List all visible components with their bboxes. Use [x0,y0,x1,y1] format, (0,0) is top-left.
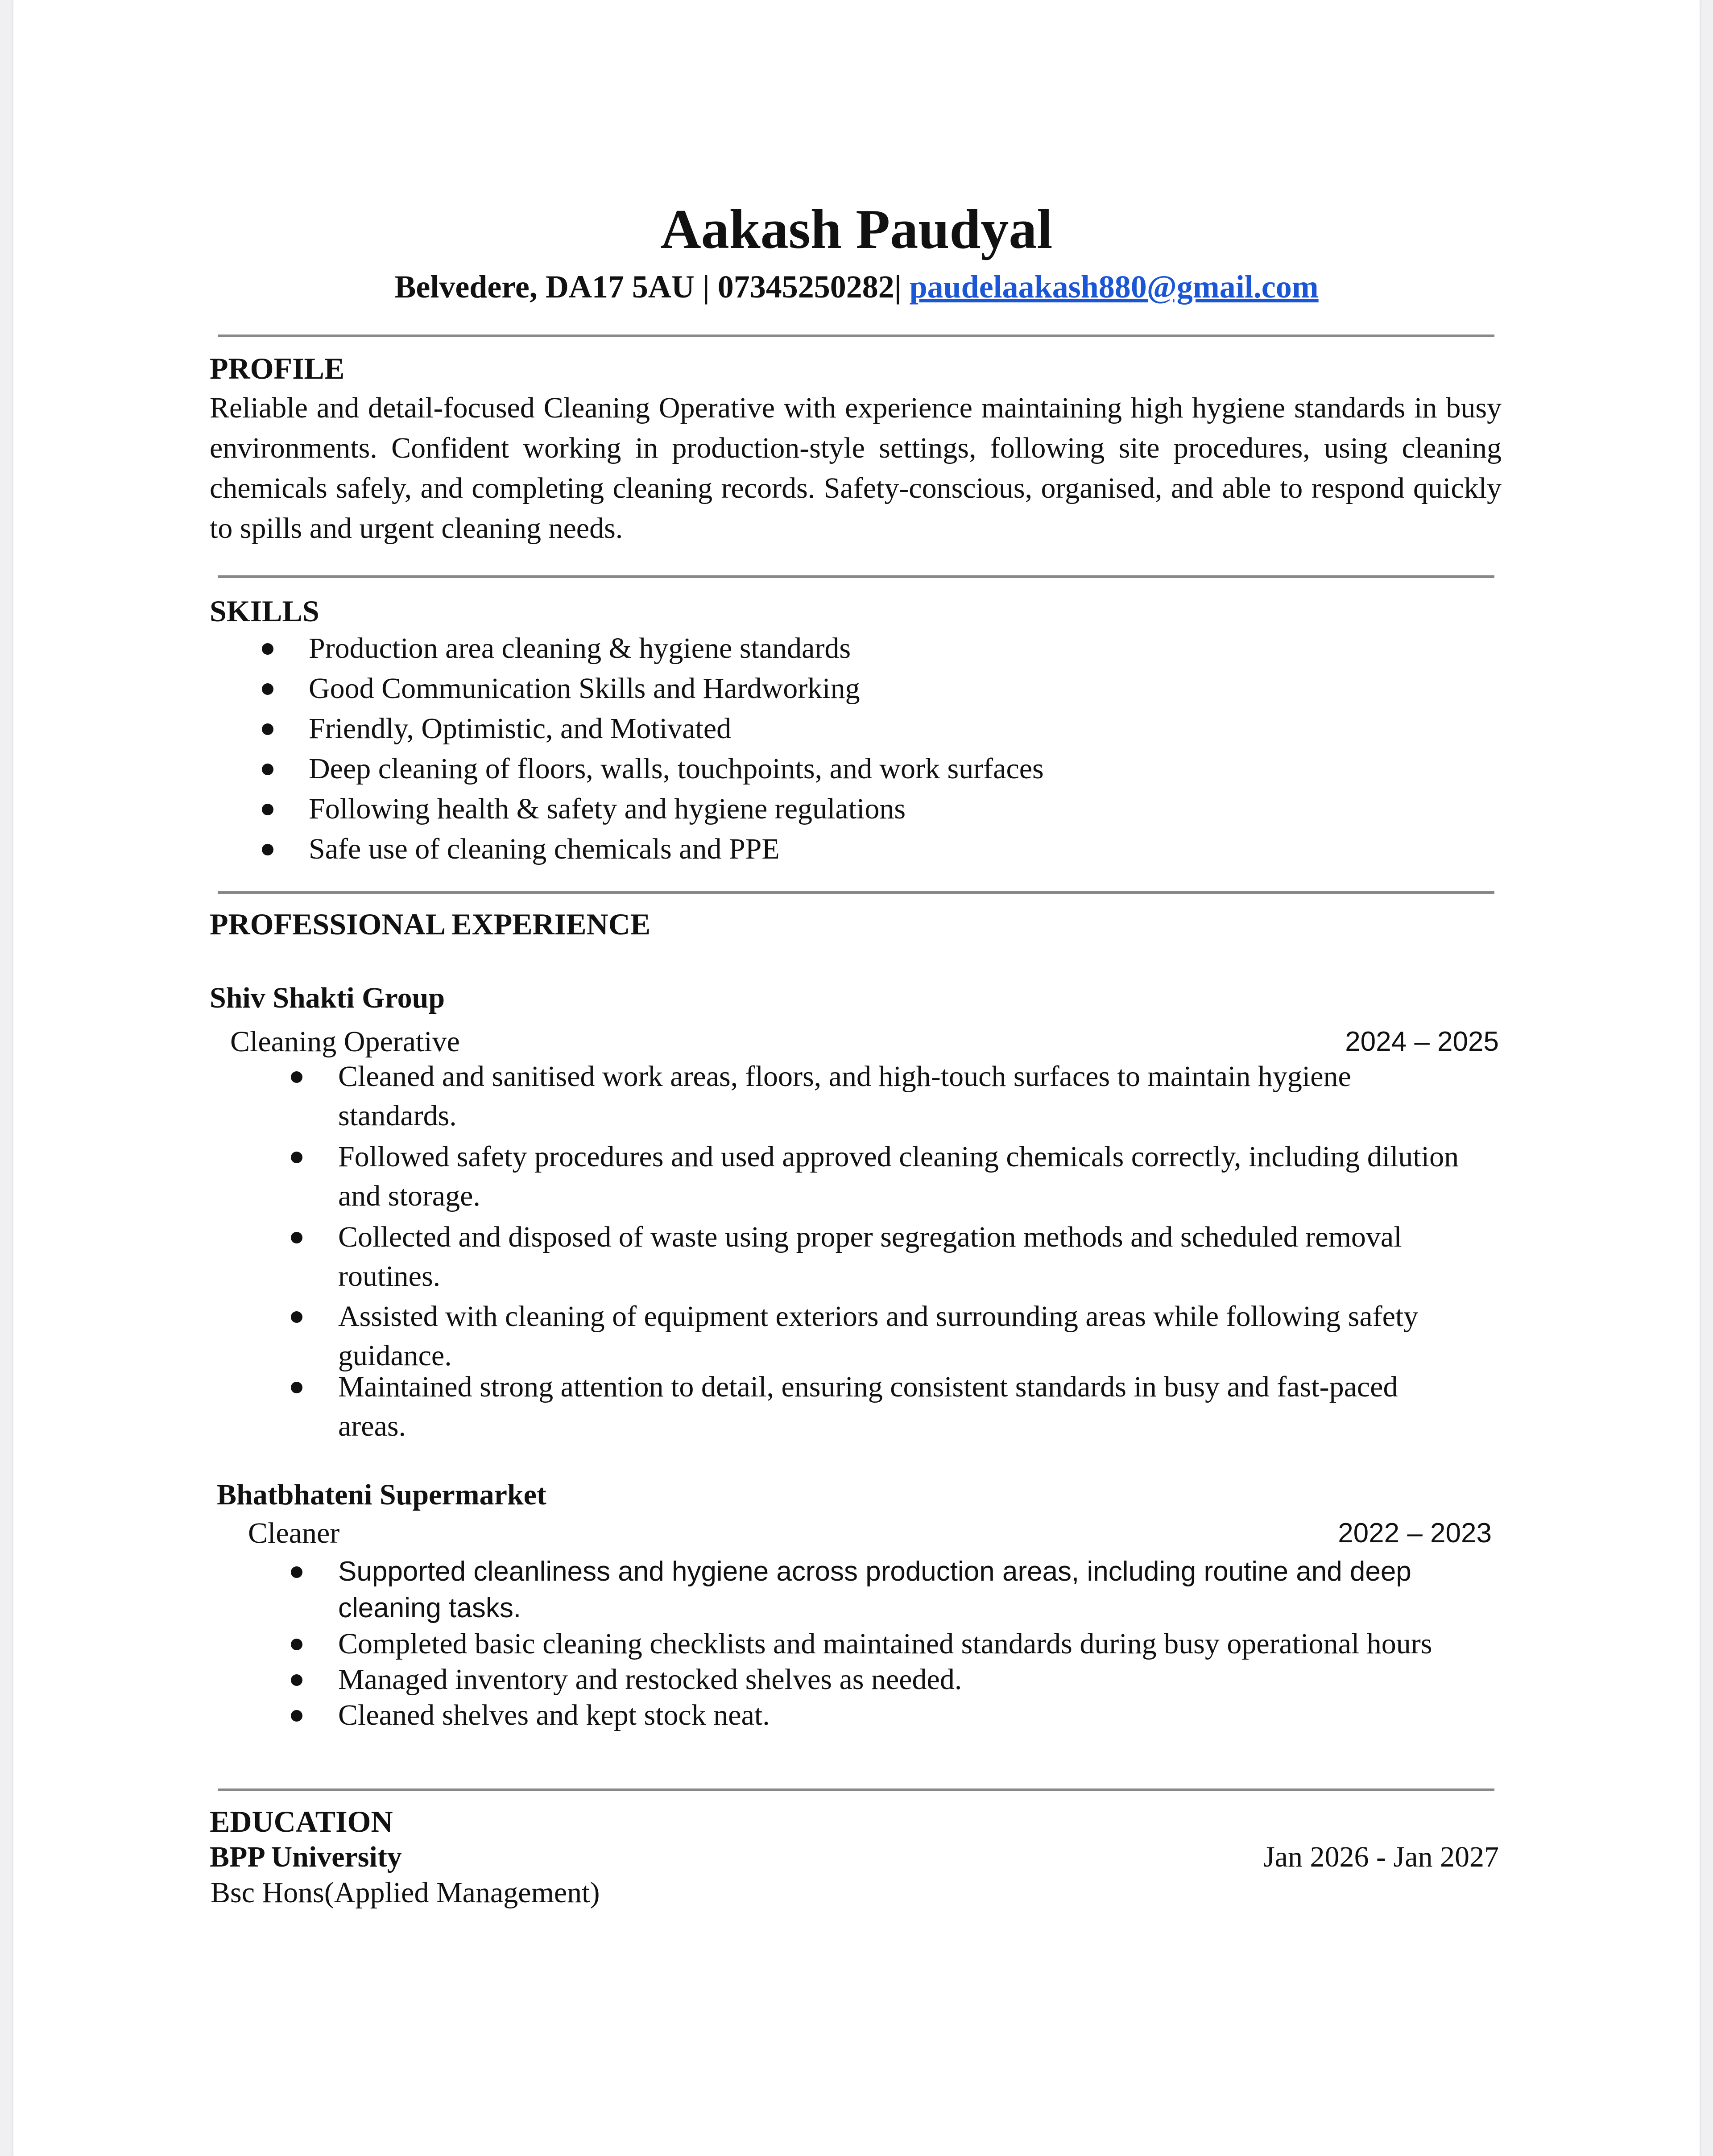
bullet-icon [291,1566,302,1578]
bullet-text: Completed basic cleaning checklists and maintained standards during busy operational hours [338,1627,1432,1660]
education-institution: BPP University [210,1841,402,1873]
bullet-text: Managed inventory and restocked shelves as needed. [338,1663,962,1696]
divider [218,891,1494,894]
job-dates: 2022 – 2023 [1338,1518,1492,1549]
experience-heading: PROFESSIONAL EXPERIENCE [210,907,651,941]
bullet-text: routines. [338,1260,441,1293]
divider [218,575,1494,578]
profile-heading: PROFILE [210,351,345,385]
job-role: Cleaner [248,1517,340,1549]
bullet-text: and storage. [338,1180,480,1212]
education-degree: Bsc Hons(Applied Management) [211,1876,600,1909]
bullet-icon [262,844,273,855]
bullet-icon [291,1311,302,1323]
bullet-text: Good Communication Skills and Hardworking [309,672,860,705]
job-dates: 2024 – 2025 [1345,1026,1499,1057]
skills-heading: SKILLS [210,594,319,628]
bullet-text: Followed safety procedures and used approved cleaning chemicals correctly, including dilution [338,1140,1459,1173]
divider [218,335,1494,337]
bullet-icon [291,1674,302,1686]
candidate-name: Aakash Paudyal [660,198,1053,260]
education-dates: Jan 2026 - Jan 2027 [1263,1841,1499,1873]
bullet-text: cleaning tasks. [338,1593,521,1623]
bullet-text: Maintained strong attention to detail, ensuring consistent standards in busy and fast-paced [338,1371,1398,1403]
bullet-icon [291,1710,302,1722]
bullet-icon [262,723,273,735]
bullet-text: Cleaned shelves and kept stock neat. [338,1699,770,1731]
bullet-icon [291,1382,302,1393]
bullet-icon [262,643,273,655]
job-company: Bhatbhateni Supermarket [217,1479,546,1511]
bullet-text: Safe use of cleaning chemicals and PPE [309,833,780,865]
bullet-text: Supported cleanliness and hygiene across production areas, including routine and deep [338,1556,1411,1587]
job-role: Cleaning Operative [230,1025,460,1058]
bullet-text: guidance. [338,1339,452,1372]
bullet-text: areas. [338,1410,406,1442]
email-link[interactable]: paudelaakash880@gmail.com [909,269,1319,305]
contact-details: Belvedere, DA17 5AU | 07345250282| [394,269,910,305]
bullet-text: Assisted with cleaning of equipment exteriors and surrounding areas while following safety [338,1300,1419,1333]
divider [218,1788,1494,1791]
bullet-text: Collected and disposed of waste using proper segregation methods and scheduled removal [338,1221,1402,1253]
bullet-icon [291,1071,302,1083]
bullet-text: Friendly, Optimistic, and Motivated [309,712,732,745]
bullet-icon [291,1152,302,1163]
bullet-text: Following health & safety and hygiene regulations [309,793,906,825]
contact-line [0,267,1713,307]
bullet-text: Cleaned and sanitised work areas, floors, and high-touch surfaces to maintain hygiene [338,1060,1351,1093]
profile-text: Reliable and detail-focused Cleaning Operative with experience maintaining high hygiene standards in busy environments. Confident working in production-style settings, following site procedures, using cleaning chemicals safely, and completing cleaning records. Safety-conscious, organised, and able to respond quickly to spills and urgent cleaning needs. [210,392,1502,545]
job-company: Shiv Shakti Group [210,982,445,1014]
bullet-text: Production area cleaning & hygiene standards [309,632,851,665]
bullet-icon [262,804,273,815]
bullet-icon [291,1639,302,1650]
bullet-icon [262,683,273,695]
bullet-icon [291,1232,302,1243]
bullet-text: Deep cleaning of floors, walls, touchpoints, and work surfaces [309,752,1044,785]
bullet-text: standards. [338,1099,457,1132]
education-heading: EDUCATION [210,1805,393,1838]
bullet-icon [262,764,273,775]
